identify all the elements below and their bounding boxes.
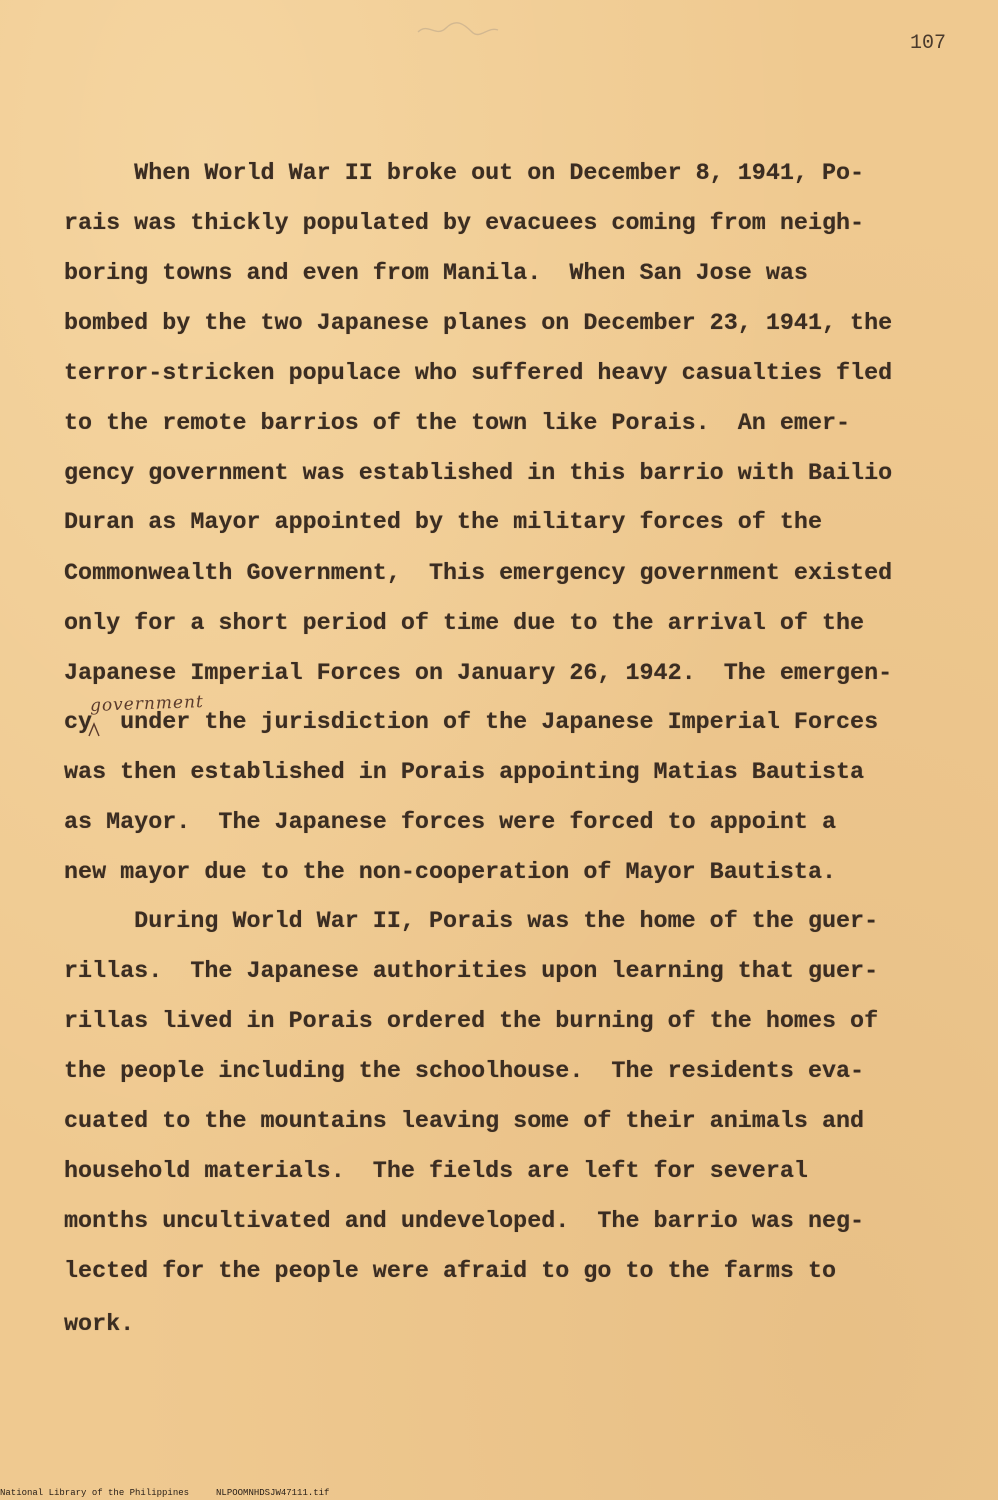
text-line-3: boring towns and even from Manila. When San Jose was <box>64 261 808 287</box>
page-number: 107 <box>909 32 946 55</box>
text-line-17: rillas. The Japanese authorities upon learning that guer- <box>64 959 879 985</box>
text-line-6: to the remote barrios of the town like Porais. An emer- <box>64 411 851 437</box>
text-line-18: rillas lived in Porais ordered the burning of the homes of <box>64 1009 879 1035</box>
text-line-21: household materials. The fields are left for several <box>64 1159 808 1185</box>
text-line-22: months uncultivated and undeveloped. The barrio was neg- <box>64 1209 865 1235</box>
text-line-20: cuated to the mountains leaving some of their animals and <box>64 1109 865 1135</box>
text-line-13: was then established in Porais appointing Matias Bautista <box>64 760 865 786</box>
text-line-4: bombed by the two Japanese planes on December 23, 1941, the <box>64 311 893 337</box>
scan-footer: National Library of the Philippines NLPOOMNHDSJW47111.tif <box>0 1488 330 1498</box>
text-line-11: Japanese Imperial Forces on January 26, 1942. The emergen- <box>64 661 893 687</box>
text-line-5: terror-stricken populace who suffered heavy casualties fled <box>64 361 893 387</box>
text-line-7: gency government was established in this barrio with Bailio <box>64 461 893 487</box>
handwritten-insertion: government <box>89 692 205 716</box>
text-line-1: When World War II broke out on December 8, 1941, Po- <box>64 161 865 187</box>
text-line-24: work. <box>64 1312 135 1338</box>
text-line-8: Duran as Mayor appointed by the military forces of the <box>64 510 822 536</box>
text-line-23: lected for the people were afraid to go to the farms to <box>64 1259 837 1285</box>
text-line-19: the people including the schoolhouse. The residents eva- <box>64 1059 865 1085</box>
text-line-12: cy under the jurisdiction of the Japanese Imperial Forces <box>64 710 879 736</box>
text-line-15: new mayor due to the non-cooperation of Mayor Bautista. <box>64 860 837 886</box>
text-line-14: as Mayor. The Japanese forces were forced to appoint a <box>64 810 837 836</box>
text-line-16: During World War II, Porais was the home of the guer- <box>64 909 879 935</box>
text-line-10: only for a short period of time due to the arrival of the <box>64 611 865 637</box>
faint-pencil-mark <box>414 14 504 42</box>
text-line-2: rais was thickly populated by evacuees coming from neigh- <box>64 211 865 237</box>
text-line-9: Commonwealth Government, This emergency government existed <box>64 561 893 587</box>
